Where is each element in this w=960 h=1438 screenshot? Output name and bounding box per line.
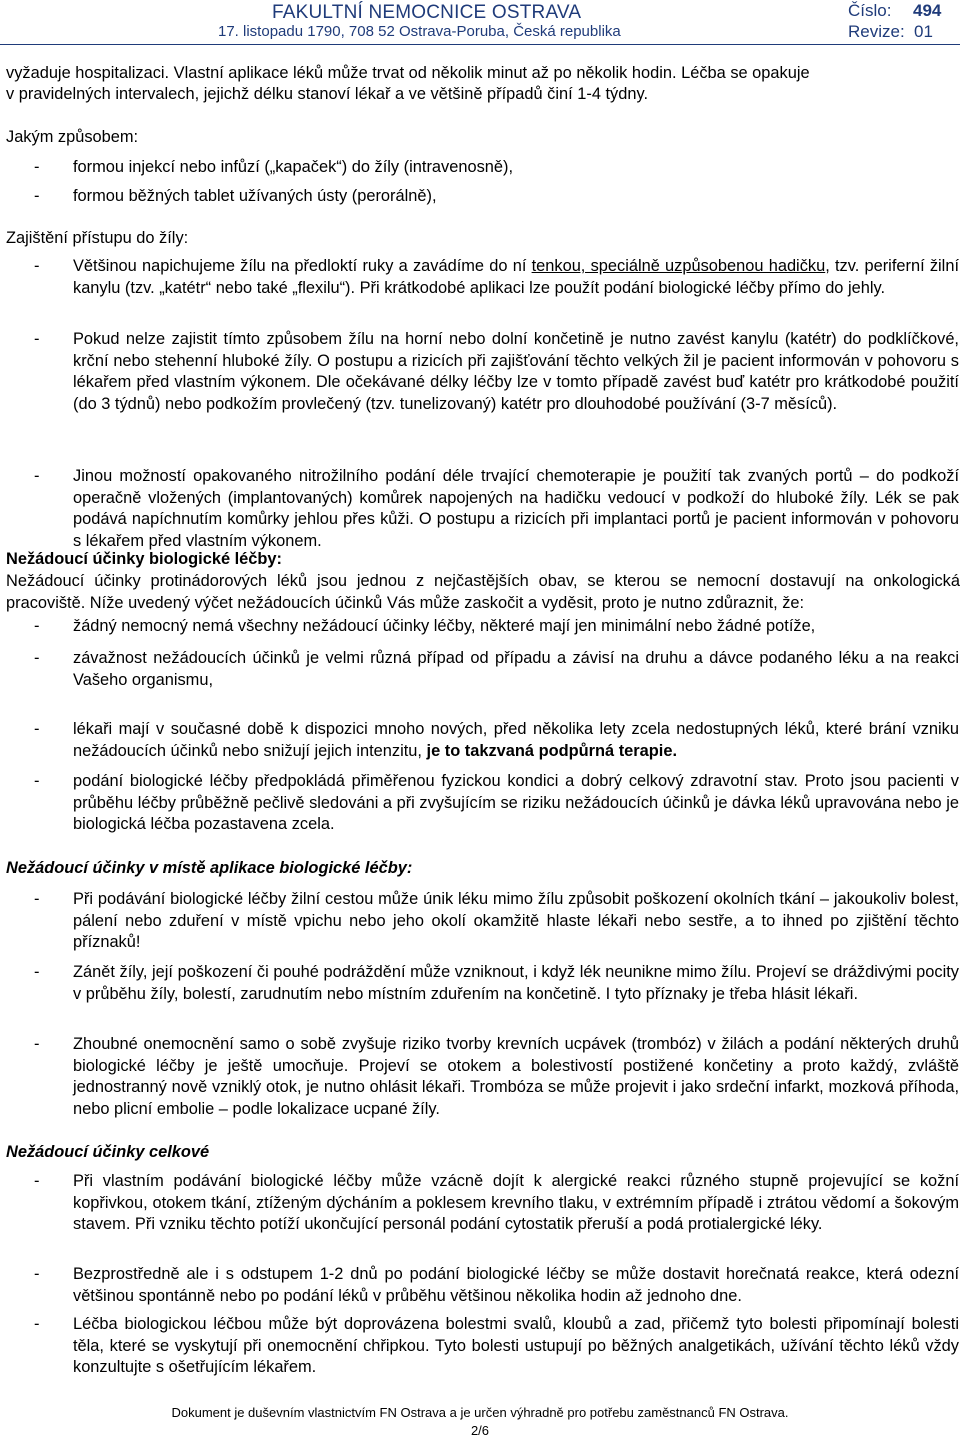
intro-line-1: vyžaduje hospitalizaci. Vlastní aplikace léků může trvat od několik minut až po několik hodin. Léčba se opakuje xyxy=(6,64,810,82)
intro-line-2: v pravidelných intervalech, jejichž délku stanoví lékař a ve většině případů činí 1-4 týdny. xyxy=(6,85,648,103)
list-item-text: závažnost nežádoucích účinků je velmi různá případ od případu a závisí na druhu a dávce podaného léku a na reakci Vašeho organismu, xyxy=(73,649,959,689)
list-dash: - xyxy=(34,330,40,348)
number-value: 494 xyxy=(913,1,942,20)
general-effects-heading: Nežádoucí účinky celkové xyxy=(6,1143,210,1161)
page-header xyxy=(0,0,960,44)
list-dash: - xyxy=(34,1315,40,1333)
page-number: 2/6 xyxy=(470,1423,490,1438)
list-item-text xyxy=(73,719,959,762)
list-item-text: formou běžných tablet užívaných ústy (perorálně), xyxy=(73,187,437,205)
list-item-text: Jinou možností opakovaného nitrožilního podání déle trvající chemoterapie je použití tak zvaných portů – do podkoží operačně vložených (implantovaných) komůrek napojených na hadičku vedoucí v podkoží do hluboké žíly. Lék se pak podává napíchnutím komůrky jehlou přes kůži. O postupu a rizicích při implantaci portů je pacient informován v pohovoru s lékařem před vlastním výkonem. xyxy=(73,467,959,550)
list-item-text: Bezprostředně ale i s odstupem 1-2 dnů po podání biologické léčby se může dostavit horečnatá reakce, která odezní většinou spontánně nebo po podání léků v průběhu většinou několika hodin až jednoho dne. xyxy=(73,1265,959,1305)
list-dash: - xyxy=(34,649,40,667)
header-divider xyxy=(0,44,960,45)
revision-label: Revize: xyxy=(848,22,905,41)
bold-text: je to takzvaná podpůrná terapie. xyxy=(426,741,678,760)
list-dash: - xyxy=(34,1172,40,1190)
text-run: Většinou napichujeme žílu na předloktí ruky a zavádíme do ní xyxy=(73,257,532,275)
text-run: lékaři mají v současné době k dispozici mnoho nových, před několika lety zcela nedostupných léků, které brání vzniku nežádoucích účinků nebo snižují jejich intenzitu, xyxy=(73,720,959,760)
list-dash: - xyxy=(34,158,40,176)
list-dash: - xyxy=(34,467,40,485)
list-dash: - xyxy=(34,1265,40,1283)
how-heading: Jakým způsobem: xyxy=(6,128,139,146)
list-item-text: formou injekcí nebo infůzí („kapaček“) do žíly (intravenosně), xyxy=(73,158,514,176)
side-effects-heading: Nežádoucí účinky biologické léčby: xyxy=(6,550,282,568)
hospital-address: 17. listopadu 1790, 708 52 Ostrava-Poruba, Česká republika xyxy=(218,23,621,40)
list-dash: - xyxy=(34,890,40,908)
list-item-text: podání biologické léčby předpokládá přiměřenou fyzickou kondici a dobrý celkový zdravotní stav. Proto jsou pacienti v průběhu léčby průběžně pečlivě sledováni a při zvyšujícím se riziku nežádoucích účinků je dávka léků upravována nebo je biologická léčba pozastavena zcela. xyxy=(73,772,959,833)
revision-value: 01 xyxy=(914,22,933,41)
list-dash: - xyxy=(34,1035,40,1053)
list-item-text: Zánět žíly, její poškození či pouhé podráždění může vzniknout, i když lék neunikne mimo žílu. Projeví se dráždivými pocity v průběhu žíly, bolestí, zarudnutím nebo místním zduřením na končetině. I tyto příznaky je třeba hlásit lékaři. xyxy=(73,963,959,1003)
hospital-name: FAKULTNÍ NEMOCNICE OSTRAVA xyxy=(272,2,582,23)
list-item-text: Léčba biologickou léčbou může být doprovázena bolestmi svalů, kloubů a zad, přičemž tyto bolesti připomínají bolesti těla, které se vyskytují při onemocnění chřipkou. Tyto bolesti ustupují po běžných analgetikách, užívání těchto léků vždy konzultujte s ošetřujícím lékařem. xyxy=(73,1315,959,1376)
list-item-text: Při vlastním podávání biologické léčby může vzácně dojít k alergické reakci různého stupně projevující se kožní kopřivkou, otokem tkání, ztíženým dýcháním a poklesem krevního tlaku, v extrémním případě i ztrátou vědomí a šokovým stavem. Při vzniku těchto potíží ukončující personál podání cytostatik přeruší a podá protialergické léky. xyxy=(73,1172,959,1233)
list-dash: - xyxy=(34,617,40,635)
list-dash: - xyxy=(34,963,40,981)
number-label: Číslo: xyxy=(848,1,892,20)
list-dash: - xyxy=(34,257,40,275)
footer-notice: Dokument je duševním vlastnictvím FN Ostrava a je určen výhradně pro potřebu zaměstnanců FN Ostrava. xyxy=(171,1405,789,1420)
underlined-text: tenkou, speciálně uzpůsobenou hadičku xyxy=(531,257,826,275)
list-item-text: Pokud nelze zajistit tímto způsobem žílu na horní nebo dolní končetině je nutno zavést kanylu (katétr) do podklíčkové, krční nebo stehenní hluboké žíly. O postupu a rizicích při zajišťování těchto velkých žil je pacient informován v pohovoru s lékařem před vlastním výkonem. Dle očekávané délky léčby lze v tomto případě zavést buď katétr pro krátkodobé použití (do 3 týdnů) nebo podkožím provlečený (tzv. tunelizovaný) katétr pro dlouhodobé používání (3-7 měsíců). xyxy=(73,330,959,413)
list-item-text: Při podávání biologické léčby žilní cestou může únik léku mimo žílu způsobit poškození okolních tkání – jakoukoliv bolest, pálení nebo zduření v místě vpichu nebo jeho okolí okamžitě hlaste lékaři nebo sestře, a to ihned po zjištění těchto příznaků! xyxy=(73,890,959,951)
access-heading: Zajištění přístupu do žíly: xyxy=(6,229,189,247)
list-item-text xyxy=(73,256,959,299)
list-item-text: Zhoubné onemocnění samo o sobě zvyšuje riziko tvorby krevních ucpávek (trombóz) v žilách a podání některých druhů biologické léčby je ještě umocňuje. Projeví se otokem a bolestivostí postižené končetiny a proto každý, zvláště jednostranný nově vzniklý otok, je nutno ohlásit lékaři. Trombóza se může projevit i jako srdeční infarkt, mozková příhoda, nebo plicní embolie – podle lokalizace ucpané žíly. xyxy=(73,1035,959,1118)
side-effects-intro: Nežádoucí účinky protinádorových léků jsou jednou z nejčastějších obav, se kterou se nemocní dostavují na onkologická pracoviště. Níže uvedený výčet nežádoucích účinků Vás může zaskočit a vyděsit, proto je nutno zdůraznit, že: xyxy=(6,572,960,612)
list-item-text: žádný nemocný nemá všechny nežádoucí účinky léčby, některé mají jen minimální nebo žádné potíže, xyxy=(73,617,816,635)
list-dash: - xyxy=(34,720,40,738)
list-dash: - xyxy=(34,772,40,790)
text-run: , tzv. periferní žilní kanylu (tzv. „katétr“ nebo také „flexilu“). Při krátkodobé aplikaci lze použít podání biologické léčby přímo do jehly. xyxy=(73,257,959,297)
local-effects-heading: Nežádoucí účinky v místě aplikace biologické léčby: xyxy=(6,859,413,877)
list-dash: - xyxy=(34,187,40,205)
